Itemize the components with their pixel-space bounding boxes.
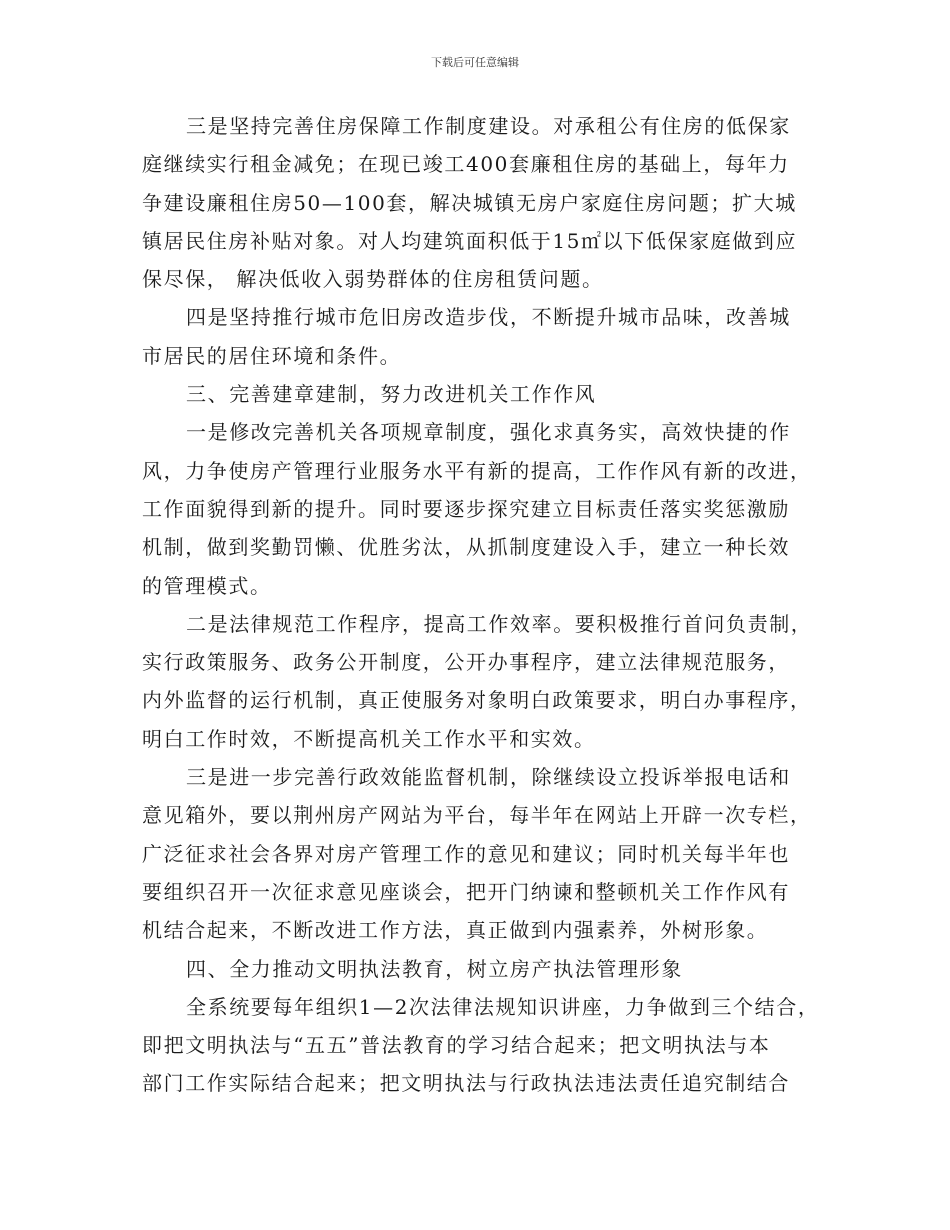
text-line: 庭继续实行租金减免；在现已竣工400套廉租住房的基础上，每年力 [142,152,790,177]
text-line: 机结合起来，不断改进工作方法，真正做到内强素养，外树形象。 [142,918,769,943]
text-line: 的管理模式。 [142,573,272,598]
text-line: 内外监督的运行机制，真正使服务对象明白政策要求，明白办事程序， [142,688,812,713]
text-line: 实行政策服务、政务公开制度，公开办事程序，建立法律规范服务， [142,650,790,675]
text-line: 镇居民住房补贴对象。对人均建筑面积低于15㎡以下低保家庭做到应 [142,228,798,253]
text-line: 四、全力推动文明执法教育，树立房产执法管理形象 [186,956,683,981]
text-line: 三、完善建章建制，努力改进机关工作作风 [186,382,597,407]
text-line: 风，力争使房产管理行业服务水平有新的提高，工作作风有新的改进， [142,458,812,483]
document-body [142,107,832,1103]
text-line: 三是坚持完善住房保障工作制度建设。对承租公有住房的低保家 [186,114,791,138]
text-line: 明白工作时效，不断提高机关工作水平和实效。 [142,726,596,751]
page-header: 下载后可任意编辑 [431,56,519,69]
text-line: 意见箱外，要以荆州房产网站为平台，每半年在网站上开辟一次专栏， [142,803,812,828]
text-line: 保尽保， 解决低收入弱势群体的住房租赁问题。 [142,267,604,292]
text-line: 工作面貌得到新的提升。同时要逐步探究建立目标责任落实奖惩激励 [142,496,790,521]
text-line: 部门工作实际结合起来；把文明执法与行政执法违法责任追究制结合 [142,1071,790,1096]
text-line: 二是法律规范工作程序，提高工作效率。要积极推行首问负责制， [186,611,813,636]
text-line: 一是修改完善机关各项规章制度，强化求真务实，高效快捷的作 [186,420,791,445]
text-line: 广泛征求社会各界对房产管理工作的意见和建议；同时机关每半年也 [142,841,790,866]
text-line: 争建设廉租住房50—100套，解决城镇无房户家庭住房问题；扩大城 [142,190,797,215]
text-line: 机制，做到奖勤罚懒、优胜劣汰，从抓制度建设入手，建立一种长效 [142,535,790,560]
text-line: 市居民的居住环境和条件。 [142,343,402,368]
text-line: 四是坚持推行城市危旧房改造步伐，不断提升城市品味，改善城 [186,305,791,330]
text-line: 即把文明执法与“五五”普法教育的学习结合起来；把文明执法与本 [142,1033,771,1058]
text-line: 要组织召开一次征求意见座谈会，把开门纳谏和整顿机关工作作风有 [142,879,790,904]
text-line: 全系统要每年组织1—2次法律法规知识讲座，力争做到三个结合， [186,994,820,1019]
text-line: 三是进一步完善行政效能监督机制，除继续设立投诉举报电话和 [186,765,791,790]
